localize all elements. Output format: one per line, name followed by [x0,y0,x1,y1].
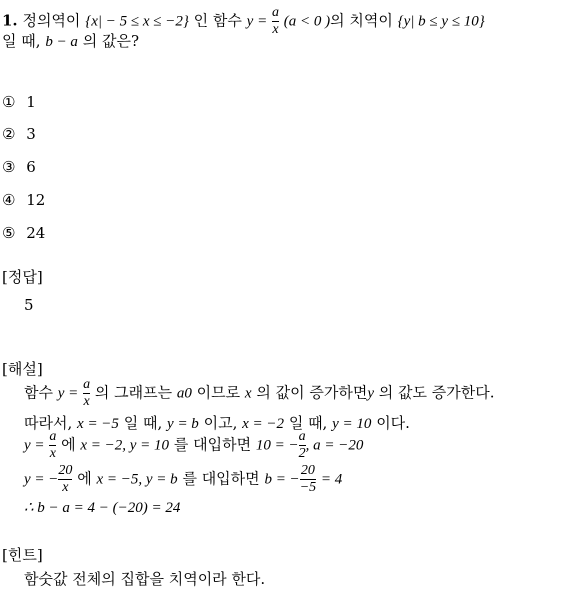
solution-fraction [299,430,306,461]
solution-text: 에 [61,435,76,454]
solution-text: 의 값이 증가하면 [256,383,368,402]
math: x = −2 [242,416,285,432]
range-set: {y| b ≤ y ≤ 10} [397,13,485,30]
solution-text: 이므로 [196,383,241,402]
question-text: 정의역이 [22,11,81,30]
solution-text: 일 때, [288,414,328,432]
fraction-numerator: 20 [58,463,73,478]
fraction-denominator: x [49,446,56,461]
hint-text: 함숫값 전체의 집합을 치역이라 한다. [24,570,266,588]
question-text: 인 함수 [193,11,242,30]
fraction-denominator: x [83,394,90,409]
choice-mark: ⑤ [2,224,16,242]
solution-text: 이다. [376,414,410,432]
math: y = b [167,416,199,432]
solution-fraction [83,378,90,409]
solution-fraction [49,430,56,461]
function-fraction [272,6,279,37]
math: y = [24,437,45,454]
fraction-numerator: a [298,429,306,444]
fraction-denominator: −5 [299,480,317,495]
choice-value: 12 [26,191,46,209]
fraction-denominator: x [272,22,279,37]
fraction-denominator: x [62,480,69,495]
choice-value: 6 [26,158,36,176]
expression: b − a [45,34,78,50]
solution-text: 를 대입하면 [173,435,252,454]
function-lhs: y = [246,13,268,30]
choice-value: 1 [26,93,36,111]
solution-text: 함수 [24,383,53,402]
choice-value: 24 [26,224,46,242]
solution-text: 를 대입하면 [182,469,260,488]
solution-text: 의 값도 증가한다. [378,383,495,402]
question-text: 의 값은? [82,32,139,50]
choice-mark: ① [2,93,16,111]
fraction-numerator: a [271,5,279,20]
choice-mark: ④ [2,191,16,209]
solution-text: 일 때, [123,414,163,432]
question-text: 의 치역이 [330,11,393,30]
math: , a = −20 [305,437,364,454]
solution-line-3 [24,430,363,461]
math: y = − [24,471,59,488]
choice-mark: ② [2,125,16,143]
fraction-numerator: 20 [300,463,315,478]
question-line-2 [2,30,139,51]
solution-fraction [58,464,72,495]
solution-text: 이고, [203,414,238,432]
math: x = −5 [77,416,119,432]
fraction-denominator: 2 [298,446,306,461]
math: 10 = − [255,437,299,454]
solution-fraction [300,464,316,495]
choice-3[interactable] [2,158,36,176]
choice-mark: ③ [2,158,16,176]
solution-text: 의 그래프는 [94,383,173,402]
choice-value: 3 [26,125,36,143]
hint-label: [힌트] [2,546,43,564]
question-text: 일 때, [2,32,41,50]
math: x = −5, y = b [96,471,178,488]
solution-text: 에 [77,469,92,488]
math: a0 [176,385,192,402]
domain-set: {x| − 5 ≤ x ≤ −2} [85,13,189,30]
fraction-numerator: a [83,377,91,392]
fraction-numerator: a [49,429,57,444]
answer-value: 5 [24,296,34,314]
math: = 4 [320,471,343,488]
solution-label: [해설] [2,360,43,378]
math: y = [57,385,79,402]
math: y [367,385,374,402]
solution-text: 따라서, [24,414,73,432]
solution-line-5: ∴ b − a = 4 − (−20) = 24 [24,500,181,516]
math: x [244,385,252,402]
math: y = 10 [332,416,372,432]
math: b = − [264,471,300,488]
solution-line-1 [24,378,495,409]
choice-5[interactable] [2,224,45,242]
solution-line-4 [24,464,342,495]
condition: (a < 0 ) [283,13,331,30]
math: x = −2, y = 10 [80,437,170,454]
choice-4[interactable] [2,191,45,209]
choice-1[interactable] [2,93,36,111]
question-number: 1. [2,11,18,30]
answer-label: [정답] [2,268,43,286]
choice-2[interactable] [2,125,36,143]
